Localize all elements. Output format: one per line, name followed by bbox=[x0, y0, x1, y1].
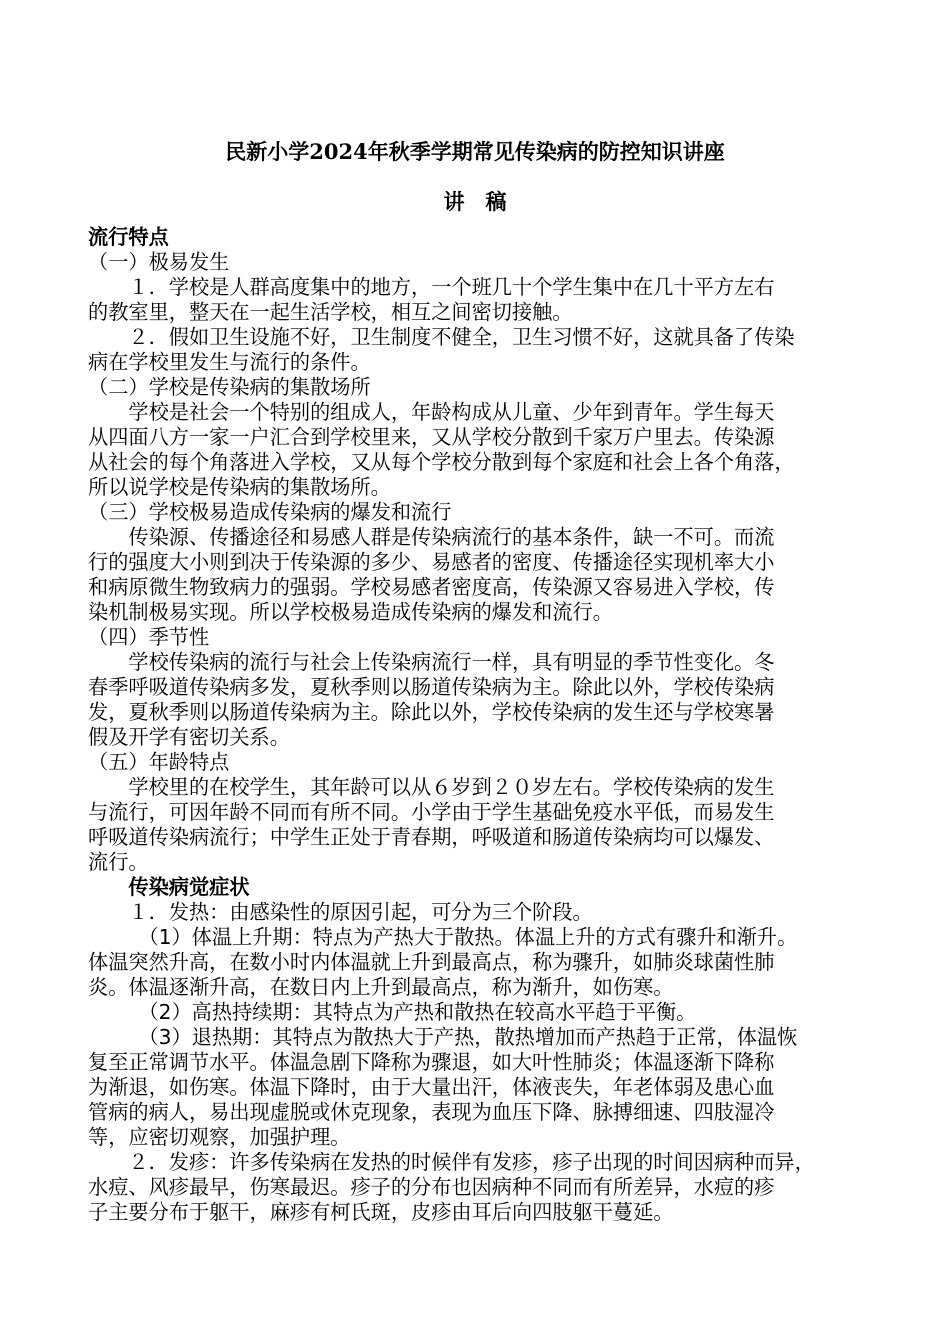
body-line: 与流行，可因年龄不同而有所不同。小学由于学生基础免疫水平低，而易发生 bbox=[88, 800, 775, 824]
document-title: 民新小学2024年秋季学期常见传染病的防控知识讲座 bbox=[225, 139, 725, 164]
body-line: １．学校是人群高度集中的地方，一个班几十个学生集中在几十平方左右 bbox=[88, 275, 775, 299]
body-line: 春季呼吸道传染病多发，夏秋季则以肠道传染病为主。除此以外，学校传染病 bbox=[88, 675, 775, 699]
body-line: 水痘、风疹最早，伤寒最迟。疹子的分布也因病种不同而有所差异，水痘的疹 bbox=[88, 1175, 775, 1199]
body-line: 染机制极易实现。所以学校极易造成传染病的爆发和流行。 bbox=[88, 600, 613, 624]
body-line: 假及开学有密切关系。 bbox=[88, 725, 290, 749]
body-line: 从四面八方一家一户汇合到学校里来，又从学校分散到千家万户里去。传染源 bbox=[88, 425, 775, 449]
body-line: 学校里的在校学生，其年龄可以从６岁到２０岁左右。学校传染病的发生 bbox=[88, 775, 775, 799]
body-line: 病在学校里发生与流行的条件。 bbox=[88, 350, 371, 374]
body-line: 从社会的每个角落进入学校，又从每个学校分散到每个家庭和社会上各个角落， bbox=[88, 450, 795, 474]
document-subtitle: 讲 稿 bbox=[443, 189, 507, 214]
body-line: 学校传染病的流行与社会上传染病流行一样，具有明显的季节性变化。冬 bbox=[88, 650, 775, 674]
body-line: 的教室里，整天在一起生活学校，相互之间密切接触。 bbox=[88, 300, 573, 324]
body-line: 发，夏秋季则以肠道传染病为主。除此以外，学校传染病的发生还与学校寒暑 bbox=[88, 700, 775, 724]
body-line: 流行。 bbox=[88, 850, 149, 874]
body-line: 子主要分布于躯干，麻疹有柯氏斑，皮疹由耳后向四肢躯干蔓延。 bbox=[88, 1200, 674, 1224]
body-line: ２．假如卫生设施不好，卫生制度不健全，卫生习惯不好，这就具备了传染 bbox=[88, 325, 795, 349]
body-line: 学校是社会一个特别的组成人，年龄构成从儿童、少年到青年。学生每天 bbox=[88, 400, 775, 424]
body-line: （二）学校是传染病的集散场所 bbox=[88, 375, 371, 399]
body-line: 炎。体温逐渐升高，在数日内上升到最高点，称为渐升，如伤寒。 bbox=[88, 975, 674, 999]
section-heading: 流行特点 bbox=[88, 225, 169, 249]
body-line: 管病的病人，易出现虚脱或休克现象，表现为血压下降、脉搏细速、四肢湿冷 bbox=[88, 1100, 775, 1124]
body-line: 传染源、传播途径和易感人群是传染病流行的基本条件，缺一不可。而流 bbox=[88, 525, 775, 549]
body-line: 为渐退，如伤寒。体温下降时，由于大量出汗，体液丧失，年老体弱及患心血 bbox=[88, 1075, 775, 1099]
body-line: 复至正常调节水平。体温急剧下降称为骤退，如大叶性肺炎；体温逐渐下降称 bbox=[88, 1050, 775, 1074]
body-line: （四）季节性 bbox=[88, 625, 210, 649]
body-line: ２．发疹：许多传染病在发热的时候伴有发疹，疹子出现的时间因病种而异， bbox=[88, 1150, 815, 1174]
body-line: 所以说学校是传染病的集散场所。 bbox=[88, 475, 391, 499]
body-line: 体温突然升高，在数小时内体温就上升到最高点，称为骤升，如肺炎球菌性肺 bbox=[88, 950, 775, 974]
body-line: （2）高热持续期：其特点为产热和散热在较高水平趋于平衡。 bbox=[88, 1000, 697, 1024]
body-line: １．发热：由感染性的原因引起，可分为三个阶段。 bbox=[88, 900, 593, 924]
body-line: 和病原微生物致病力的强弱。学校易感者密度高，传染源又容易进入学校，传 bbox=[88, 575, 775, 599]
section-heading: 传染病觉症状 bbox=[88, 875, 250, 899]
body-line: （3）退热期：其特点为散热大于产热，散热增加而产热趋于正常，体温恢 bbox=[88, 1025, 798, 1049]
body-line: 等，应密切观察，加强护理。 bbox=[88, 1125, 351, 1149]
body-line: （一）极易发生 bbox=[88, 250, 230, 274]
body-line: （三）学校极易造成传染病的爆发和流行 bbox=[88, 500, 452, 524]
body-line: （1）体温上升期：特点为产热大于散热。体温上升的方式有骤升和渐升。 bbox=[88, 925, 798, 949]
body-line: 行的强度大小则到决于传染源的多少、易感者的密度、传播途径实现机率大小 bbox=[88, 550, 775, 574]
body-line: （五）年龄特点 bbox=[88, 750, 230, 774]
body-line: 呼吸道传染病流行；中学生正处于青春期，呼吸道和肠道传染病均可以爆发、 bbox=[88, 825, 775, 849]
